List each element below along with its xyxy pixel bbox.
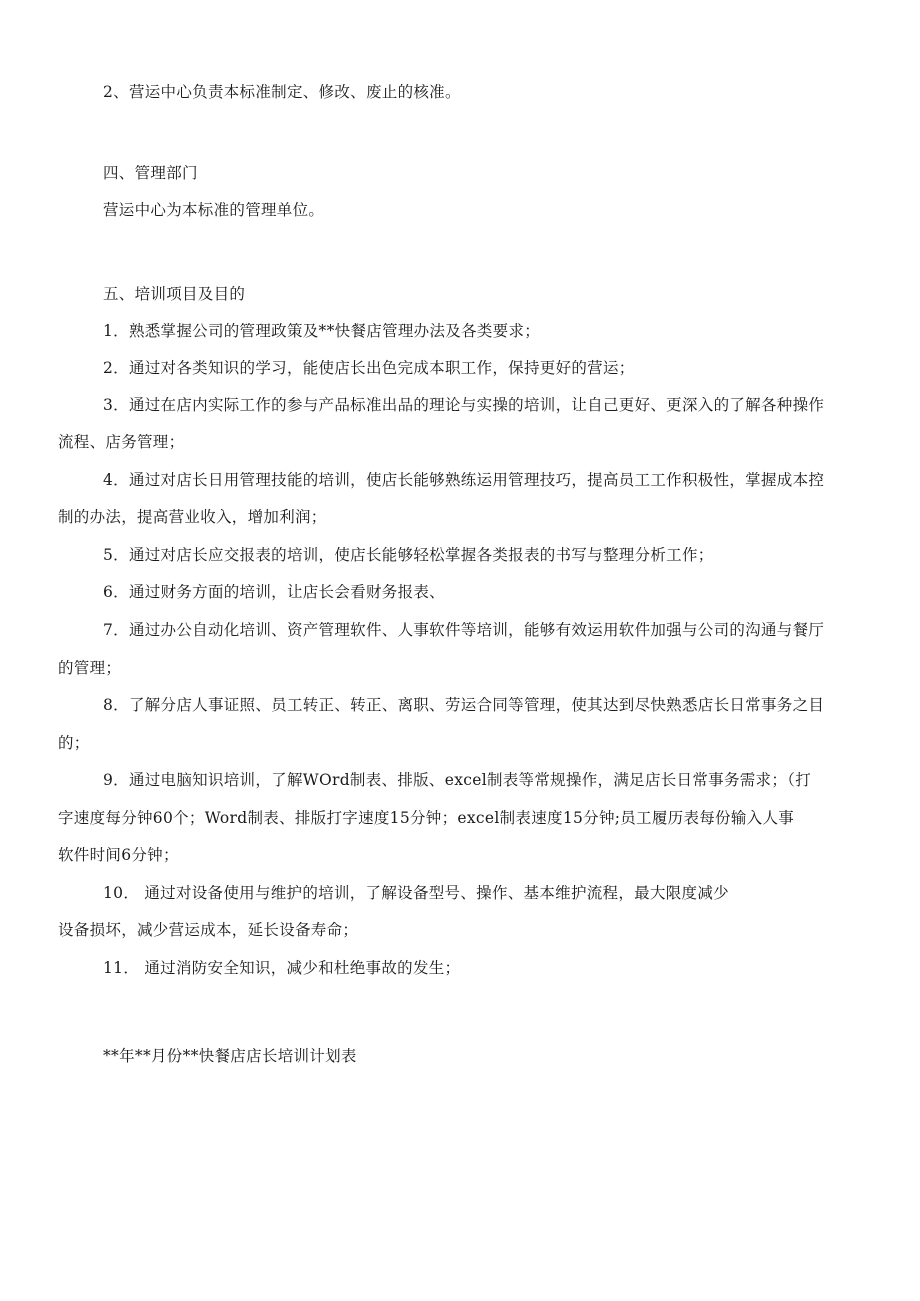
goal-2: 2．通过对各类知识的学习，能使店长出色完成本职工作，保持更好的营运； — [103, 359, 635, 377]
section-4-body: 营运中心为本标准的管理单位。 — [103, 201, 325, 219]
goal-10-line-2: 设备损坏，减少营运成本，延长设备寿命； — [58, 921, 359, 939]
item-2: 2、营运中心负责本标准制定、修改、废止的核准。 — [103, 83, 461, 101]
goal-10-line-1: 10． 通过对设备使用与维护的培训，了解设备型号、操作、基本维护流程，最大限度减少 — [103, 884, 729, 902]
plan-title: **年**月份**快餐店店长培训计划表 — [103, 1047, 357, 1065]
section-5-heading: 五、培训项目及目的 — [103, 285, 246, 303]
goal-9-line-1: 9．通过电脑知识培训，了解WOrd制表、排版、excel制表等常规操作，满足店长日常事务需求；（打 — [103, 771, 812, 789]
section-4-heading: 四、管理部门 — [103, 164, 198, 182]
goal-11: 11． 通过消防安全知识，减少和杜绝事故的发生； — [103, 959, 461, 977]
goal-4-line-1: 4．通过对店长日用管理技能的培训，使店长能够熟练运用管理技巧，提高员工工作积极性，掌握成本控 — [103, 471, 825, 489]
goal-9-line-3: 软件时间6分钟； — [58, 846, 179, 864]
goal-7-line-1: 7．通过办公自动化培训、资产管理软件、人事软件等培训，能够有效运用软件加强与公司的沟通与餐厅 — [103, 621, 825, 639]
goal-3-line-1: 3．通过在店内实际工作的参与产品标准出品的理论与实操的培训，让自己更好、更深入的了解各种操作 — [103, 396, 825, 414]
goal-1: 1．熟悉掌握公司的管理政策及**快餐店管理办法及各类要求； — [103, 322, 541, 340]
goal-8-line-2: 的； — [58, 734, 90, 752]
goal-9-line-2: 字速度每分钟60个；Word制表、排版打字速度15分钟；excel制表速度15分钟;员工履历表每份输入人事 — [58, 809, 795, 827]
goal-4-line-2: 制的办法，提高营业收入，增加利润； — [58, 508, 327, 526]
goal-7-line-2: 的管理； — [58, 659, 122, 677]
goal-8-line-1: 8．了解分店人事证照、员工转正、转正、离职、劳运合同等管理，使其达到尽快熟悉店长日常事务之目 — [103, 696, 825, 714]
goal-3-line-2: 流程、店务管理； — [58, 433, 185, 451]
goal-6: 6．通过财务方面的培训，让店长会看财务报表、 — [103, 583, 445, 601]
goal-5: 5．通过对店长应交报表的培训，使店长能够轻松掌握各类报表的书写与整理分析工作； — [103, 546, 714, 564]
